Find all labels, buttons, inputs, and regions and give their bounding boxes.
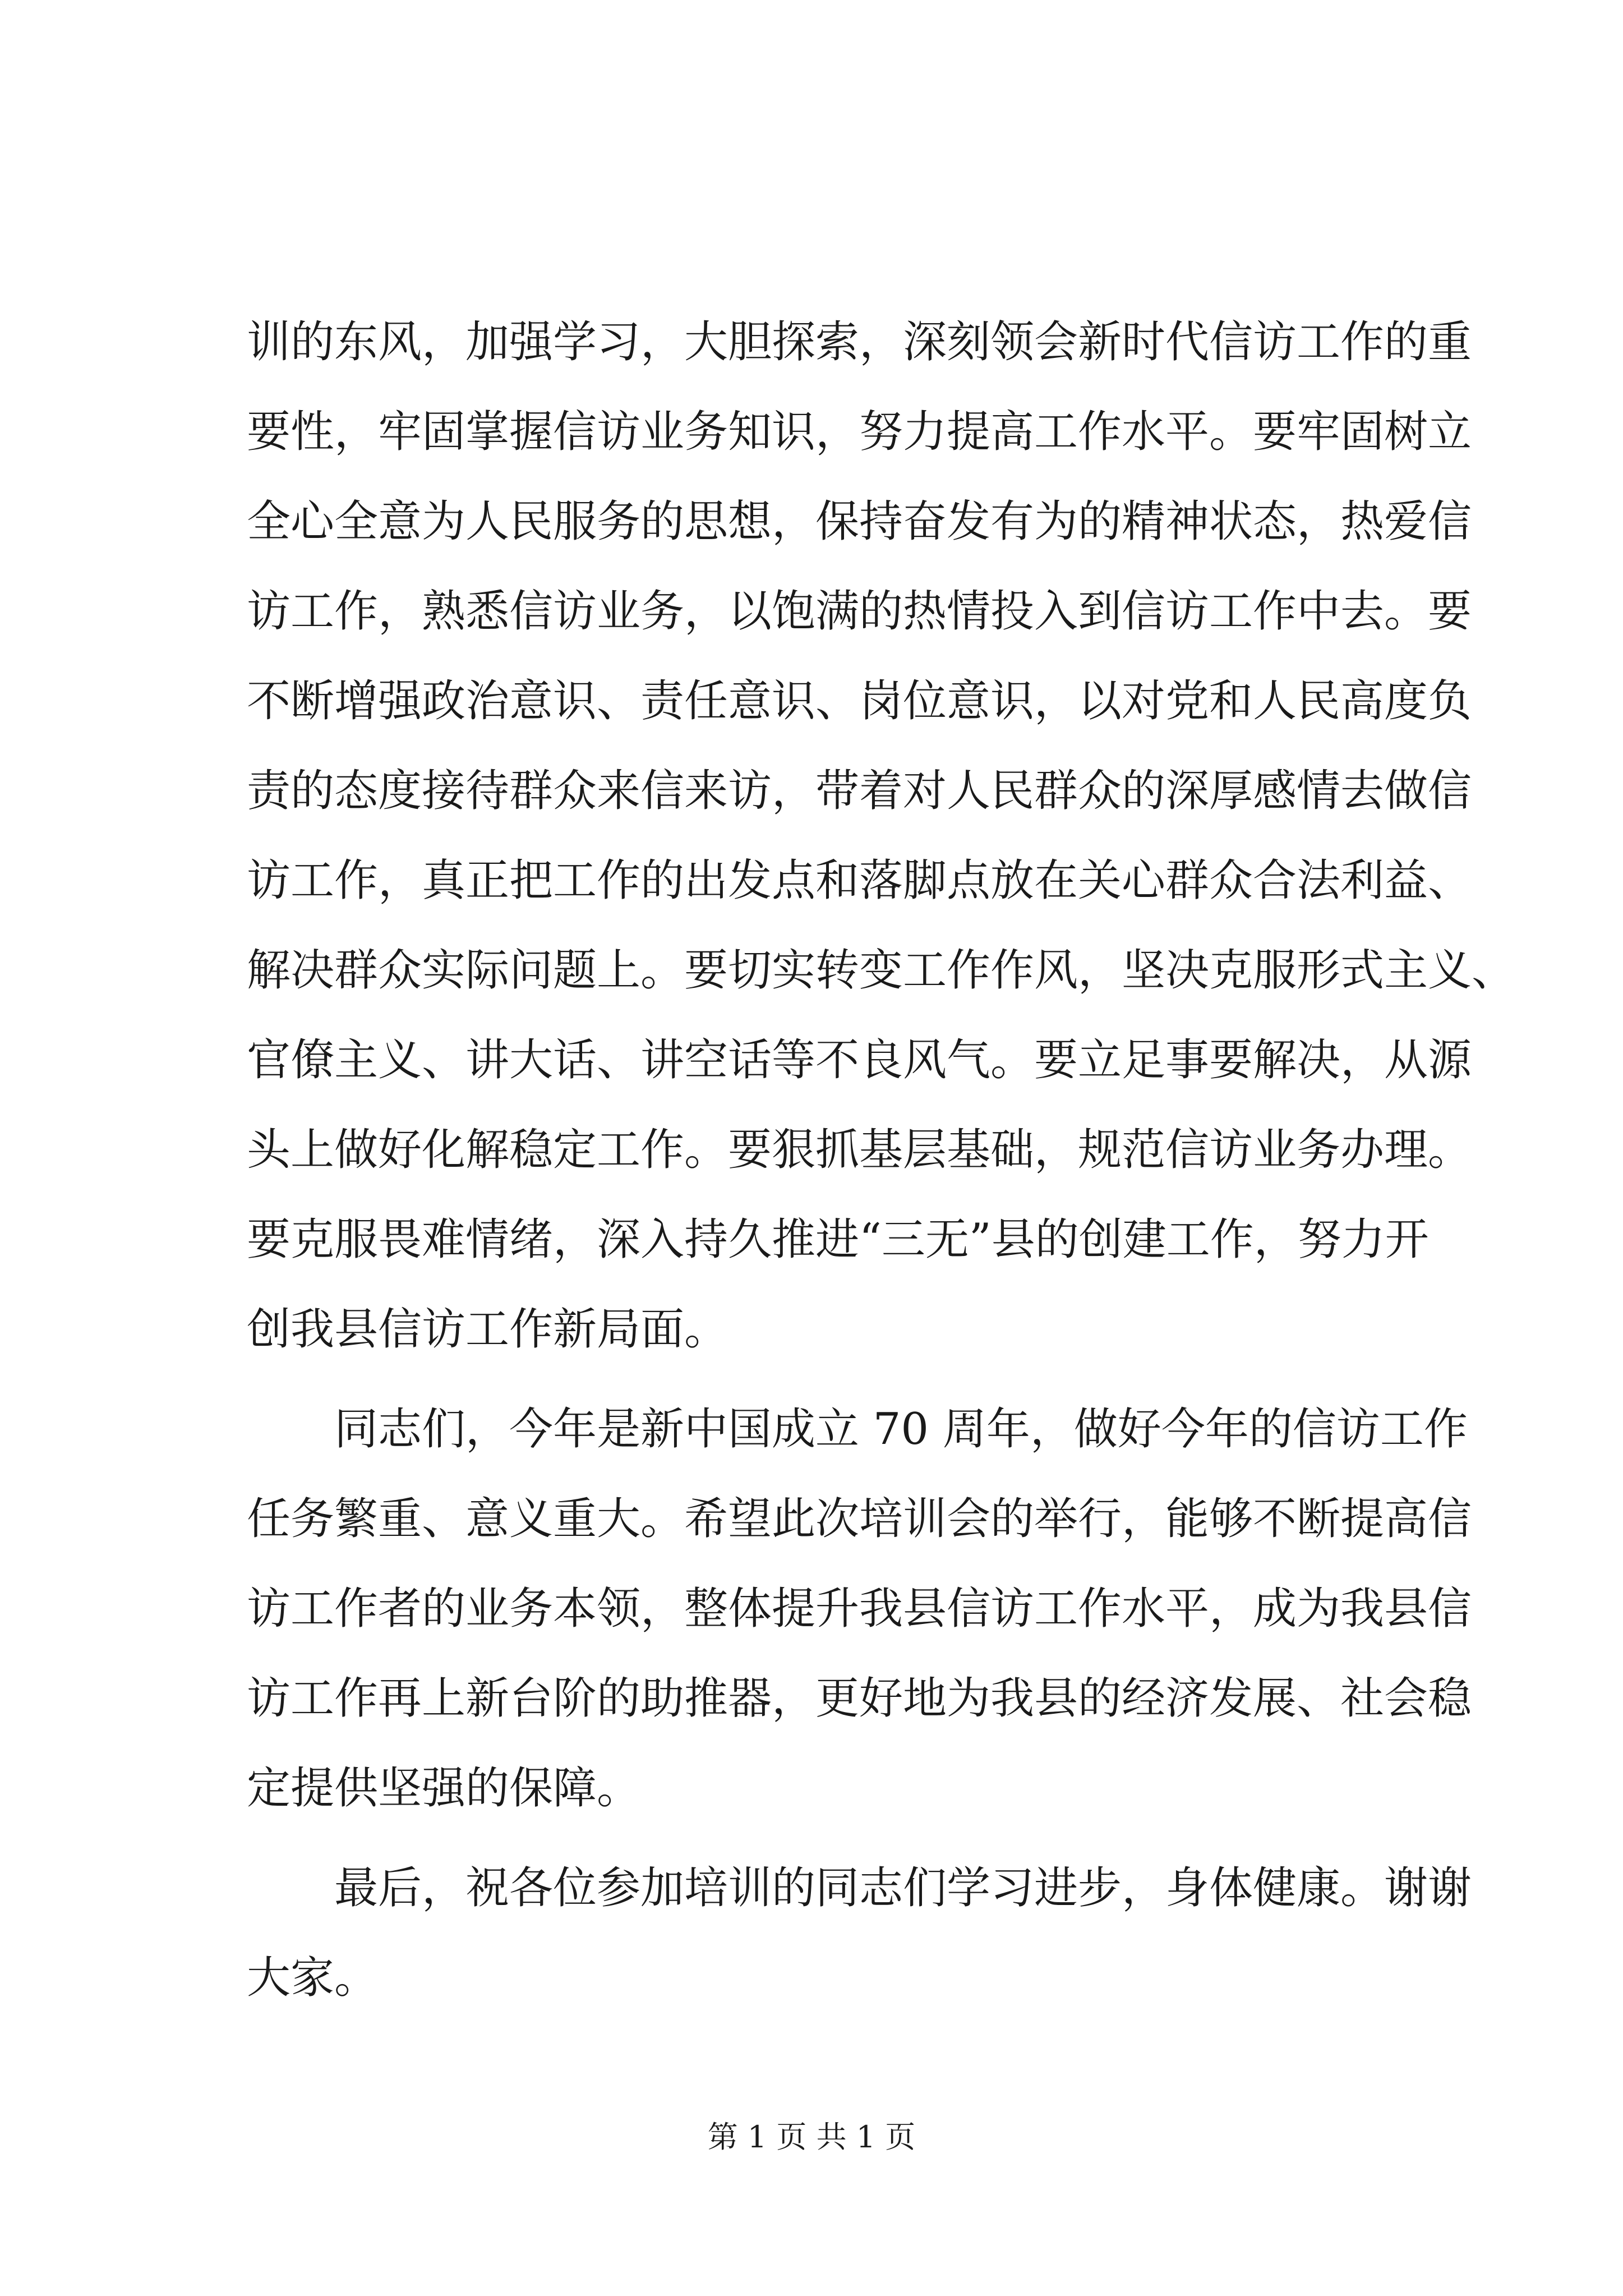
text-line: 定提供坚强的保障。 — [247, 1763, 641, 1814]
text-line: 同志们，今年是新中国成立 70 周年，做好今年的信访工作 — [334, 1404, 1468, 1455]
text-line: 训的东风，加强学习，大胆探索，深刻领会新时代信访工作的重 — [247, 317, 1472, 367]
paragraph-3 — [247, 1843, 1472, 2023]
paragraph-2 — [247, 1384, 1472, 1833]
text-line: 访工作再上新台阶的助推器，更好地为我县的经济发展、社会稳 — [247, 1673, 1472, 1724]
text-line: 官僚主义、讲大话、讲空话等不良风气。要立足事要解决，从源 — [247, 1035, 1472, 1085]
text-line: 最后，祝各位参加培训的同志们学习进步，身体健康。谢谢 — [334, 1863, 1472, 1913]
text-line: 要克服畏难情绪，深入持久推进“三无”县的创建工作，努力开 — [247, 1214, 1429, 1265]
text-line: 任务繁重、意义重大。希望此次培训会的举行，能够不断提高信 — [247, 1494, 1472, 1544]
text-line: 解决群众实际问题上。要切实转变工作作风，坚决克服形式主义、 — [247, 945, 1516, 996]
page-footer: 第 1 页 共 1 页 — [707, 2119, 916, 2155]
text-line: 访工作，真正把工作的出发点和落脚点放在关心群众合法利益、 — [247, 855, 1472, 906]
text-line: 创我县信访工作新局面。 — [247, 1304, 728, 1355]
text-line: 头上做好化解稳定工作。要狠抓基层基础，规范信访业务办理。 — [247, 1125, 1472, 1175]
text-line: 大家。 — [247, 1953, 379, 2003]
body-text — [247, 297, 1516, 2023]
text-line: 访工作者的业务本领，整体提升我县信访工作水平，成为我县信 — [247, 1584, 1472, 1634]
text-line: 要性，牢固掌握信访业务知识，努力提高工作水平。要牢固树立 — [247, 407, 1472, 457]
text-line: 不断增强政治意识、责任意识、岗位意识，以对党和人民高度负 — [247, 676, 1472, 726]
paragraph-1 — [247, 297, 1516, 1374]
text-line: 访工作，熟悉信访业务，以饱满的热情投入到信访工作中去。要 — [247, 586, 1472, 637]
text-line: 责的态度接待群众来信来访，带着对人民群众的深厚感情去做信 — [247, 766, 1472, 816]
text-line: 全心全意为人民服务的思想，保持奋发有为的精神状态，热爱信 — [247, 496, 1472, 547]
